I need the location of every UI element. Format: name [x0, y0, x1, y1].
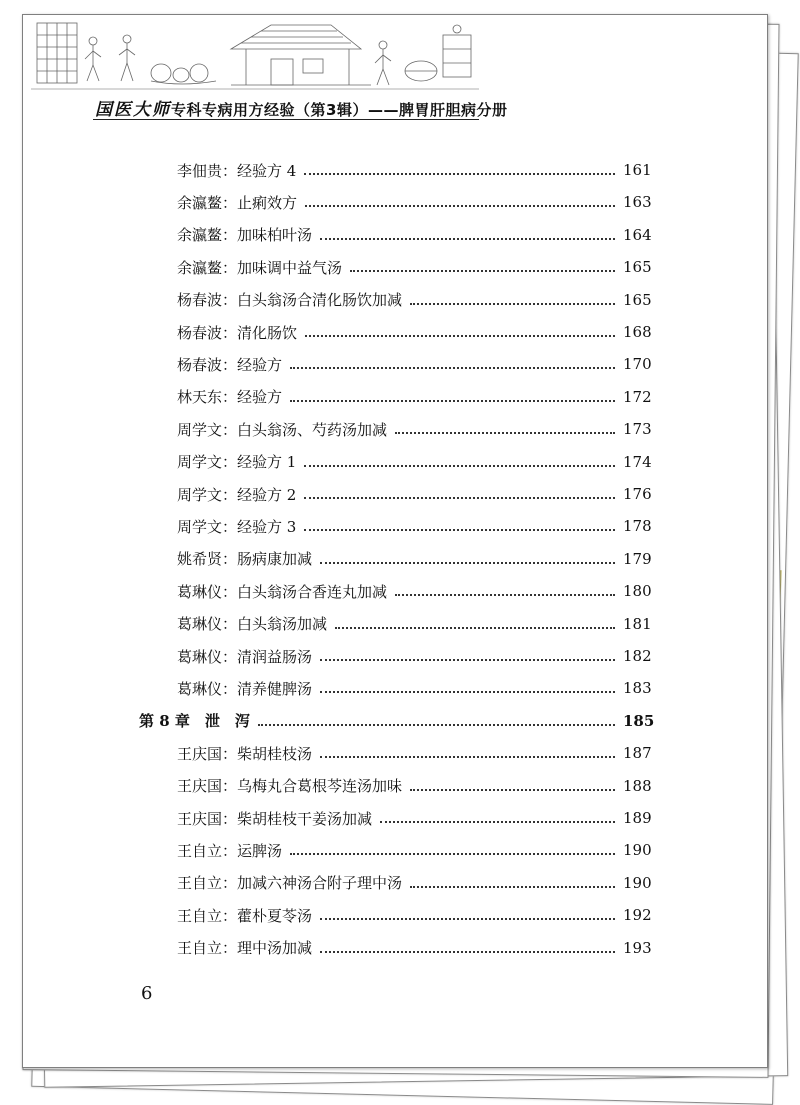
- toc-label: 葛琳仪：白头翁汤合香连丸加减: [177, 582, 388, 601]
- toc-label: 葛琳仪：白头翁汤加减: [177, 615, 328, 634]
- toc-row[interactable]: [177, 321, 652, 343]
- toc-row[interactable]: [177, 483, 652, 505]
- toc-row[interactable]: [177, 677, 652, 699]
- toc-page-number: 164: [623, 225, 652, 244]
- toc-label: 王庆国：柴胡桂枝干姜汤加减: [177, 809, 373, 828]
- toc-row[interactable]: [177, 613, 652, 635]
- toc-row[interactable]: [177, 872, 652, 894]
- toc-label: 葛琳仪：清养健脾汤: [177, 679, 313, 698]
- dot-leader: [304, 497, 615, 499]
- toc-label: 周学文：经验方 2: [177, 485, 297, 504]
- toc-page-number: 161: [623, 161, 652, 179]
- dot-leader: [320, 562, 615, 564]
- series-title: [95, 95, 507, 120]
- toc-page-number: 165: [623, 290, 652, 309]
- header-illustration: [31, 15, 479, 93]
- dot-leader: [350, 270, 615, 272]
- dot-leader: [320, 691, 615, 693]
- dot-leader: [410, 886, 615, 888]
- toc-chapter-row[interactable]: [139, 710, 655, 732]
- toc-page-number: 188: [623, 776, 652, 795]
- toc-label: 王庆国：乌梅丸合葛根芩连汤加味: [177, 777, 403, 796]
- toc-label: 余瀛鳌：加味调中益气汤: [177, 258, 343, 277]
- toc-label: 姚希贤：肠病康加减: [177, 550, 313, 569]
- toc-label: 王自立：藿朴夏苓汤: [177, 906, 313, 925]
- toc-row[interactable]: [177, 807, 652, 829]
- toc-page-number: 182: [623, 647, 652, 665]
- toc-page-number: 185: [623, 711, 655, 730]
- series-title-bold: 国医大师: [95, 100, 171, 120]
- page-number: 6: [141, 983, 153, 1004]
- dot-leader: [304, 529, 615, 531]
- toc-page-number: 181: [623, 614, 652, 633]
- toc-row[interactable]: [177, 224, 652, 246]
- book-page: [22, 14, 768, 1068]
- toc-page-number: 190: [623, 841, 652, 860]
- toc-page-number: 183: [623, 679, 652, 698]
- toc-page-number: 193: [623, 938, 652, 957]
- toc-label: 第 8 章 泄 泻: [139, 712, 250, 731]
- toc-label: 周学文：经验方 1: [177, 453, 297, 472]
- dot-leader: [320, 918, 615, 920]
- toc-row[interactable]: [177, 451, 652, 473]
- toc-page-number: 189: [623, 809, 652, 827]
- dot-leader: [395, 432, 615, 434]
- dot-leader: [258, 724, 615, 726]
- series-title-rest: 专科专病用方经验（第3辑）——脾胃肝胆病分册: [171, 101, 508, 119]
- toc-page-number: 180: [623, 582, 652, 601]
- toc-row[interactable]: [177, 742, 652, 764]
- toc-row[interactable]: [177, 904, 652, 926]
- toc-label: 王自立：理中汤加减: [177, 939, 313, 958]
- toc-row[interactable]: [177, 775, 652, 797]
- toc-label: 杨春波：清化肠饮: [177, 323, 298, 342]
- dot-leader: [304, 173, 615, 175]
- dot-leader: [320, 659, 615, 661]
- toc-row[interactable]: [177, 353, 652, 375]
- dot-leader: [305, 205, 615, 207]
- toc-label: 王自立：加减六神汤合附子理中汤: [177, 874, 403, 893]
- toc-page-number: 178: [623, 517, 652, 536]
- toc-label: 余瀛鳌：止痢效方: [177, 193, 298, 212]
- toc-row[interactable]: [177, 386, 652, 408]
- toc-page-number: 179: [623, 549, 652, 568]
- toc-page-number: 170: [623, 355, 652, 374]
- toc-page-number: 176: [623, 485, 652, 503]
- dot-leader: [290, 400, 615, 402]
- toc-label: 王庆国：柴胡桂枝汤: [177, 744, 313, 763]
- toc-row[interactable]: [177, 937, 652, 959]
- toc-label: 杨春波：白头翁汤合清化肠饮加减: [177, 291, 403, 310]
- toc-label: 周学文：白头翁汤、芍药汤加减: [177, 420, 388, 439]
- toc-page-number: 174: [623, 452, 652, 471]
- toc-page-number: 187: [623, 744, 652, 763]
- toc-page-number: 165: [623, 258, 652, 277]
- toc-label: 余瀛鳌：加味柏叶汤: [177, 226, 313, 245]
- toc-page-number: 163: [623, 193, 652, 212]
- toc-row[interactable]: [177, 191, 652, 213]
- toc-row[interactable]: [177, 645, 652, 667]
- toc-label: 林天东：经验方: [177, 388, 283, 407]
- dot-leader: [395, 594, 615, 596]
- dot-leader: [335, 627, 615, 629]
- dot-leader: [320, 951, 615, 953]
- toc-row[interactable]: [177, 418, 652, 440]
- dot-leader: [304, 465, 615, 467]
- toc-row[interactable]: [177, 289, 652, 311]
- toc-page-number: 172: [623, 387, 652, 406]
- toc-row[interactable]: [177, 839, 652, 861]
- toc-row[interactable]: [177, 580, 652, 602]
- dot-leader: [410, 303, 615, 305]
- toc-row[interactable]: [177, 548, 652, 570]
- toc-page-number: 173: [623, 420, 652, 439]
- toc-row[interactable]: [177, 515, 652, 537]
- header-rule: [93, 119, 479, 120]
- dot-leader: [320, 756, 615, 758]
- toc-label: 李佃贵：经验方 4: [177, 161, 297, 180]
- toc-row[interactable]: [177, 159, 652, 181]
- toc-label: 王自立：运脾汤: [177, 841, 283, 860]
- toc-label: 葛琳仪：清润益肠汤: [177, 647, 313, 666]
- toc-label: 周学文：经验方 3: [177, 517, 297, 536]
- dot-leader: [305, 335, 615, 337]
- toc-label: 杨春波：经验方: [177, 355, 283, 374]
- toc-page-number: 190: [623, 873, 652, 892]
- dot-leader: [410, 789, 615, 791]
- toc-page-number: 192: [623, 906, 652, 925]
- dot-leader: [290, 367, 615, 369]
- dot-leader: [320, 238, 615, 240]
- toc-page-number: 168: [623, 323, 652, 341]
- dot-leader: [380, 821, 615, 823]
- toc-row[interactable]: [177, 256, 652, 278]
- dot-leader: [290, 853, 615, 855]
